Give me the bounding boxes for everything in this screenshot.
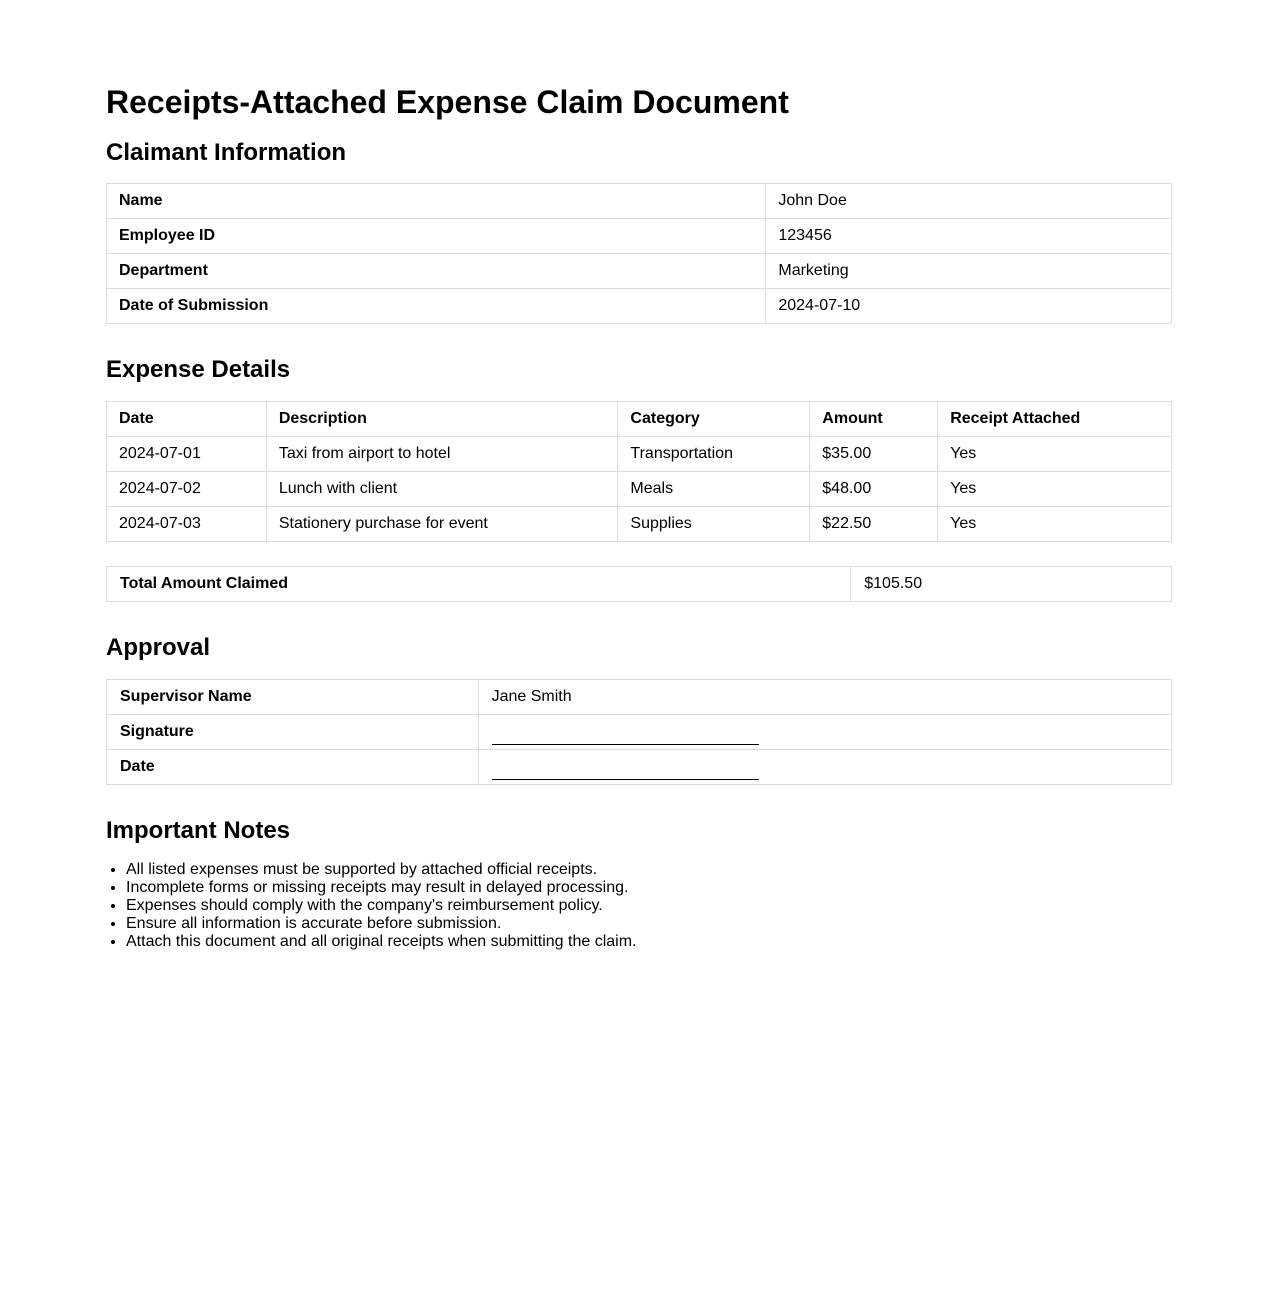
table-row xyxy=(107,715,1172,750)
claimant-label-submission-date: Date of Submission xyxy=(107,289,766,324)
approval-label-signature: Signature xyxy=(107,715,479,750)
approval-signature-cell xyxy=(478,715,1171,750)
table-row xyxy=(107,184,1172,219)
total-value: $105.50 xyxy=(851,567,1172,602)
expense-table xyxy=(106,401,1172,542)
claimant-label-employee-id: Employee ID xyxy=(107,219,766,254)
list-item: • All listed expenses must be supported by attached official receipts. xyxy=(126,861,1172,879)
list-item: • Ensure all information is accurate before submission. xyxy=(126,915,1172,933)
notes-heading: Important Notes xyxy=(106,817,291,844)
date-line[interactable] xyxy=(492,765,759,780)
approval-label-supervisor-name: Supervisor Name xyxy=(107,680,479,715)
table-row xyxy=(107,289,1172,324)
table-row xyxy=(107,507,1172,542)
table-row xyxy=(107,567,1172,602)
expense-date: 2024-07-02 xyxy=(107,472,267,507)
column-header-category: Category xyxy=(618,402,810,437)
column-header-date: Date xyxy=(107,402,267,437)
notes-list xyxy=(106,861,1172,951)
claimant-label-name: Name xyxy=(107,184,766,219)
expense-amount: $35.00 xyxy=(810,437,938,472)
list-item: • Incomplete forms or missing receipts may result in delayed processing. xyxy=(126,879,1172,897)
claimant-value-submission-date: 2024-07-10 xyxy=(766,289,1172,324)
claimant-value-employee-id: 123456 xyxy=(766,219,1172,254)
list-item: • Attach this document and all original receipts when submitting the claim. xyxy=(126,933,1172,951)
table-header-row xyxy=(107,402,1172,437)
expense-category: Transportation xyxy=(618,437,810,472)
expense-description: Stationery purchase for event xyxy=(266,507,618,542)
column-header-amount: Amount xyxy=(810,402,938,437)
claimant-heading: Claimant Information xyxy=(106,139,347,166)
expense-category: Supplies xyxy=(618,507,810,542)
approval-value-supervisor-name: Jane Smith xyxy=(478,680,1171,715)
approval-table xyxy=(106,679,1172,785)
table-row xyxy=(107,219,1172,254)
expense-receipt-attached: Yes xyxy=(938,507,1172,542)
total-label: Total Amount Claimed xyxy=(107,567,851,602)
column-header-description: Description xyxy=(266,402,618,437)
list-item: • Expenses should comply with the company's reimbursement policy. xyxy=(126,897,1172,915)
claimant-value-department: Marketing xyxy=(766,254,1172,289)
table-row xyxy=(107,254,1172,289)
total-table xyxy=(106,566,1172,602)
expense-date: 2024-07-03 xyxy=(107,507,267,542)
table-row xyxy=(107,437,1172,472)
table-row xyxy=(107,680,1172,715)
claimant-label-department: Department xyxy=(107,254,766,289)
expense-description: Taxi from airport to hotel xyxy=(266,437,618,472)
expense-heading: Expense Details xyxy=(106,356,291,383)
expense-amount: $48.00 xyxy=(810,472,938,507)
expense-amount: $22.50 xyxy=(810,507,938,542)
approval-date-cell xyxy=(478,750,1171,785)
expense-date: 2024-07-01 xyxy=(107,437,267,472)
column-header-receipt-attached: Receipt Attached xyxy=(938,402,1172,437)
expense-receipt-attached: Yes xyxy=(938,472,1172,507)
table-row xyxy=(107,750,1172,785)
claimant-table xyxy=(106,183,1172,324)
approval-label-date: Date xyxy=(107,750,479,785)
table-row xyxy=(107,472,1172,507)
expense-description: Lunch with client xyxy=(266,472,618,507)
expense-category: Meals xyxy=(618,472,810,507)
document-title: Receipts-Attached Expense Claim Document xyxy=(106,84,789,120)
claimant-value-name: John Doe xyxy=(766,184,1172,219)
signature-line[interactable] xyxy=(492,730,759,745)
approval-heading: Approval xyxy=(106,634,211,661)
expense-receipt-attached: Yes xyxy=(938,437,1172,472)
